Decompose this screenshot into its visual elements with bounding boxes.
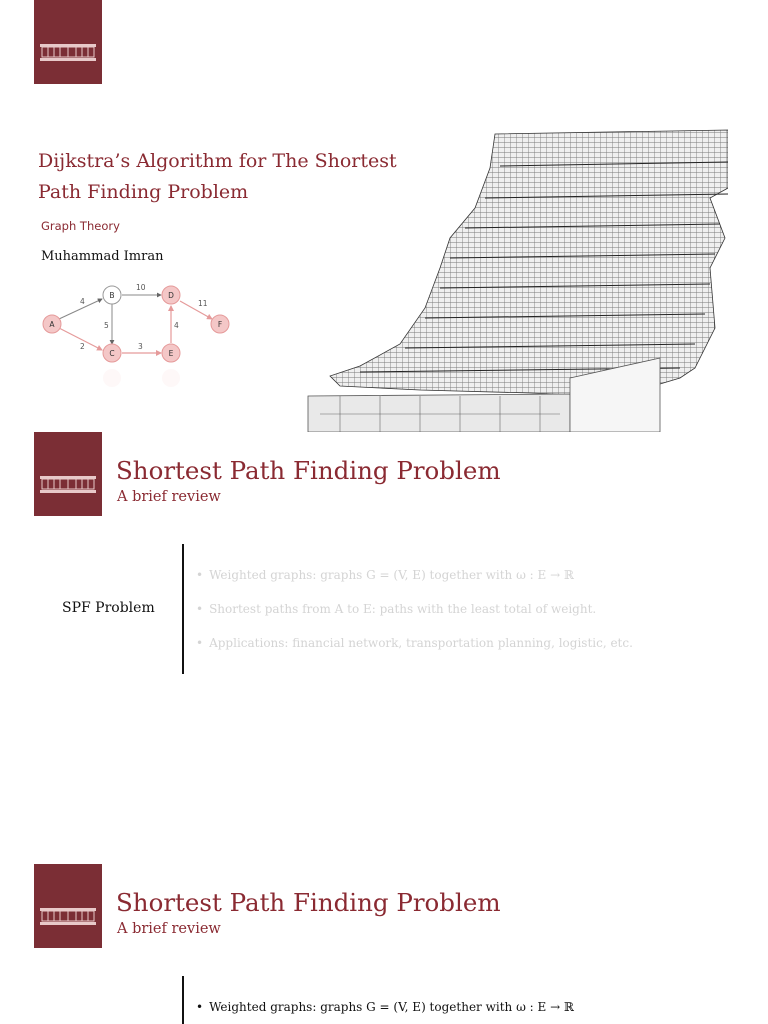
weight-b-d: 10 [136, 283, 146, 292]
building-illustration [300, 128, 728, 432]
node-label-a: A [49, 320, 55, 329]
divider-line [182, 976, 184, 1024]
bullet-list [196, 558, 633, 660]
university-logo [34, 864, 102, 948]
divider-line [182, 544, 184, 674]
bullet-item: • Weighted graphs: graphs G = (V, E) together with ω : E → ℝ [196, 990, 574, 1024]
bullet-item: • Applications: financial network, transportation planning, logistic, etc. [196, 626, 633, 660]
bullet-list [196, 990, 574, 1024]
node-label-d: D [168, 291, 174, 300]
university-logo [34, 432, 102, 516]
slide-title: Shortest Path Finding Problem [116, 456, 501, 485]
node-label-f: F [217, 320, 223, 329]
university-logo [34, 0, 102, 84]
weight-b-c: 5 [104, 321, 109, 330]
node-label-e: E [168, 349, 174, 358]
slide-subtitle: A brief review [117, 489, 221, 505]
slide-subtitle: A brief review [117, 921, 221, 937]
weight-e-d: 4 [174, 321, 179, 330]
node-label-b: B [109, 291, 115, 300]
author-name: Muhammad Imran [41, 249, 164, 264]
bullet-item: • Shortest paths from A to E: paths with the least total of weight. [196, 592, 633, 626]
weight-a-b: 4 [80, 297, 85, 306]
graph-reflection [103, 369, 180, 387]
presentation-subtitle: Graph Theory [41, 219, 120, 233]
weight-c-e: 3 [138, 342, 143, 351]
weight-d-f: 11 [198, 299, 208, 308]
example-graph [35, 278, 240, 388]
slide-title: Shortest Path Finding Problem [116, 888, 501, 917]
bullet-item: • Weighted graphs: graphs G = (V, E) together with ω : E → ℝ [196, 558, 633, 592]
node-label-c: C [109, 349, 115, 358]
title-line-2: Path Finding Problem [38, 181, 249, 203]
weight-a-c: 2 [80, 342, 85, 351]
title-line-1: Dijkstra’s Algorithm for The Shortest [38, 150, 397, 172]
side-label: SPF Problem [62, 600, 155, 616]
